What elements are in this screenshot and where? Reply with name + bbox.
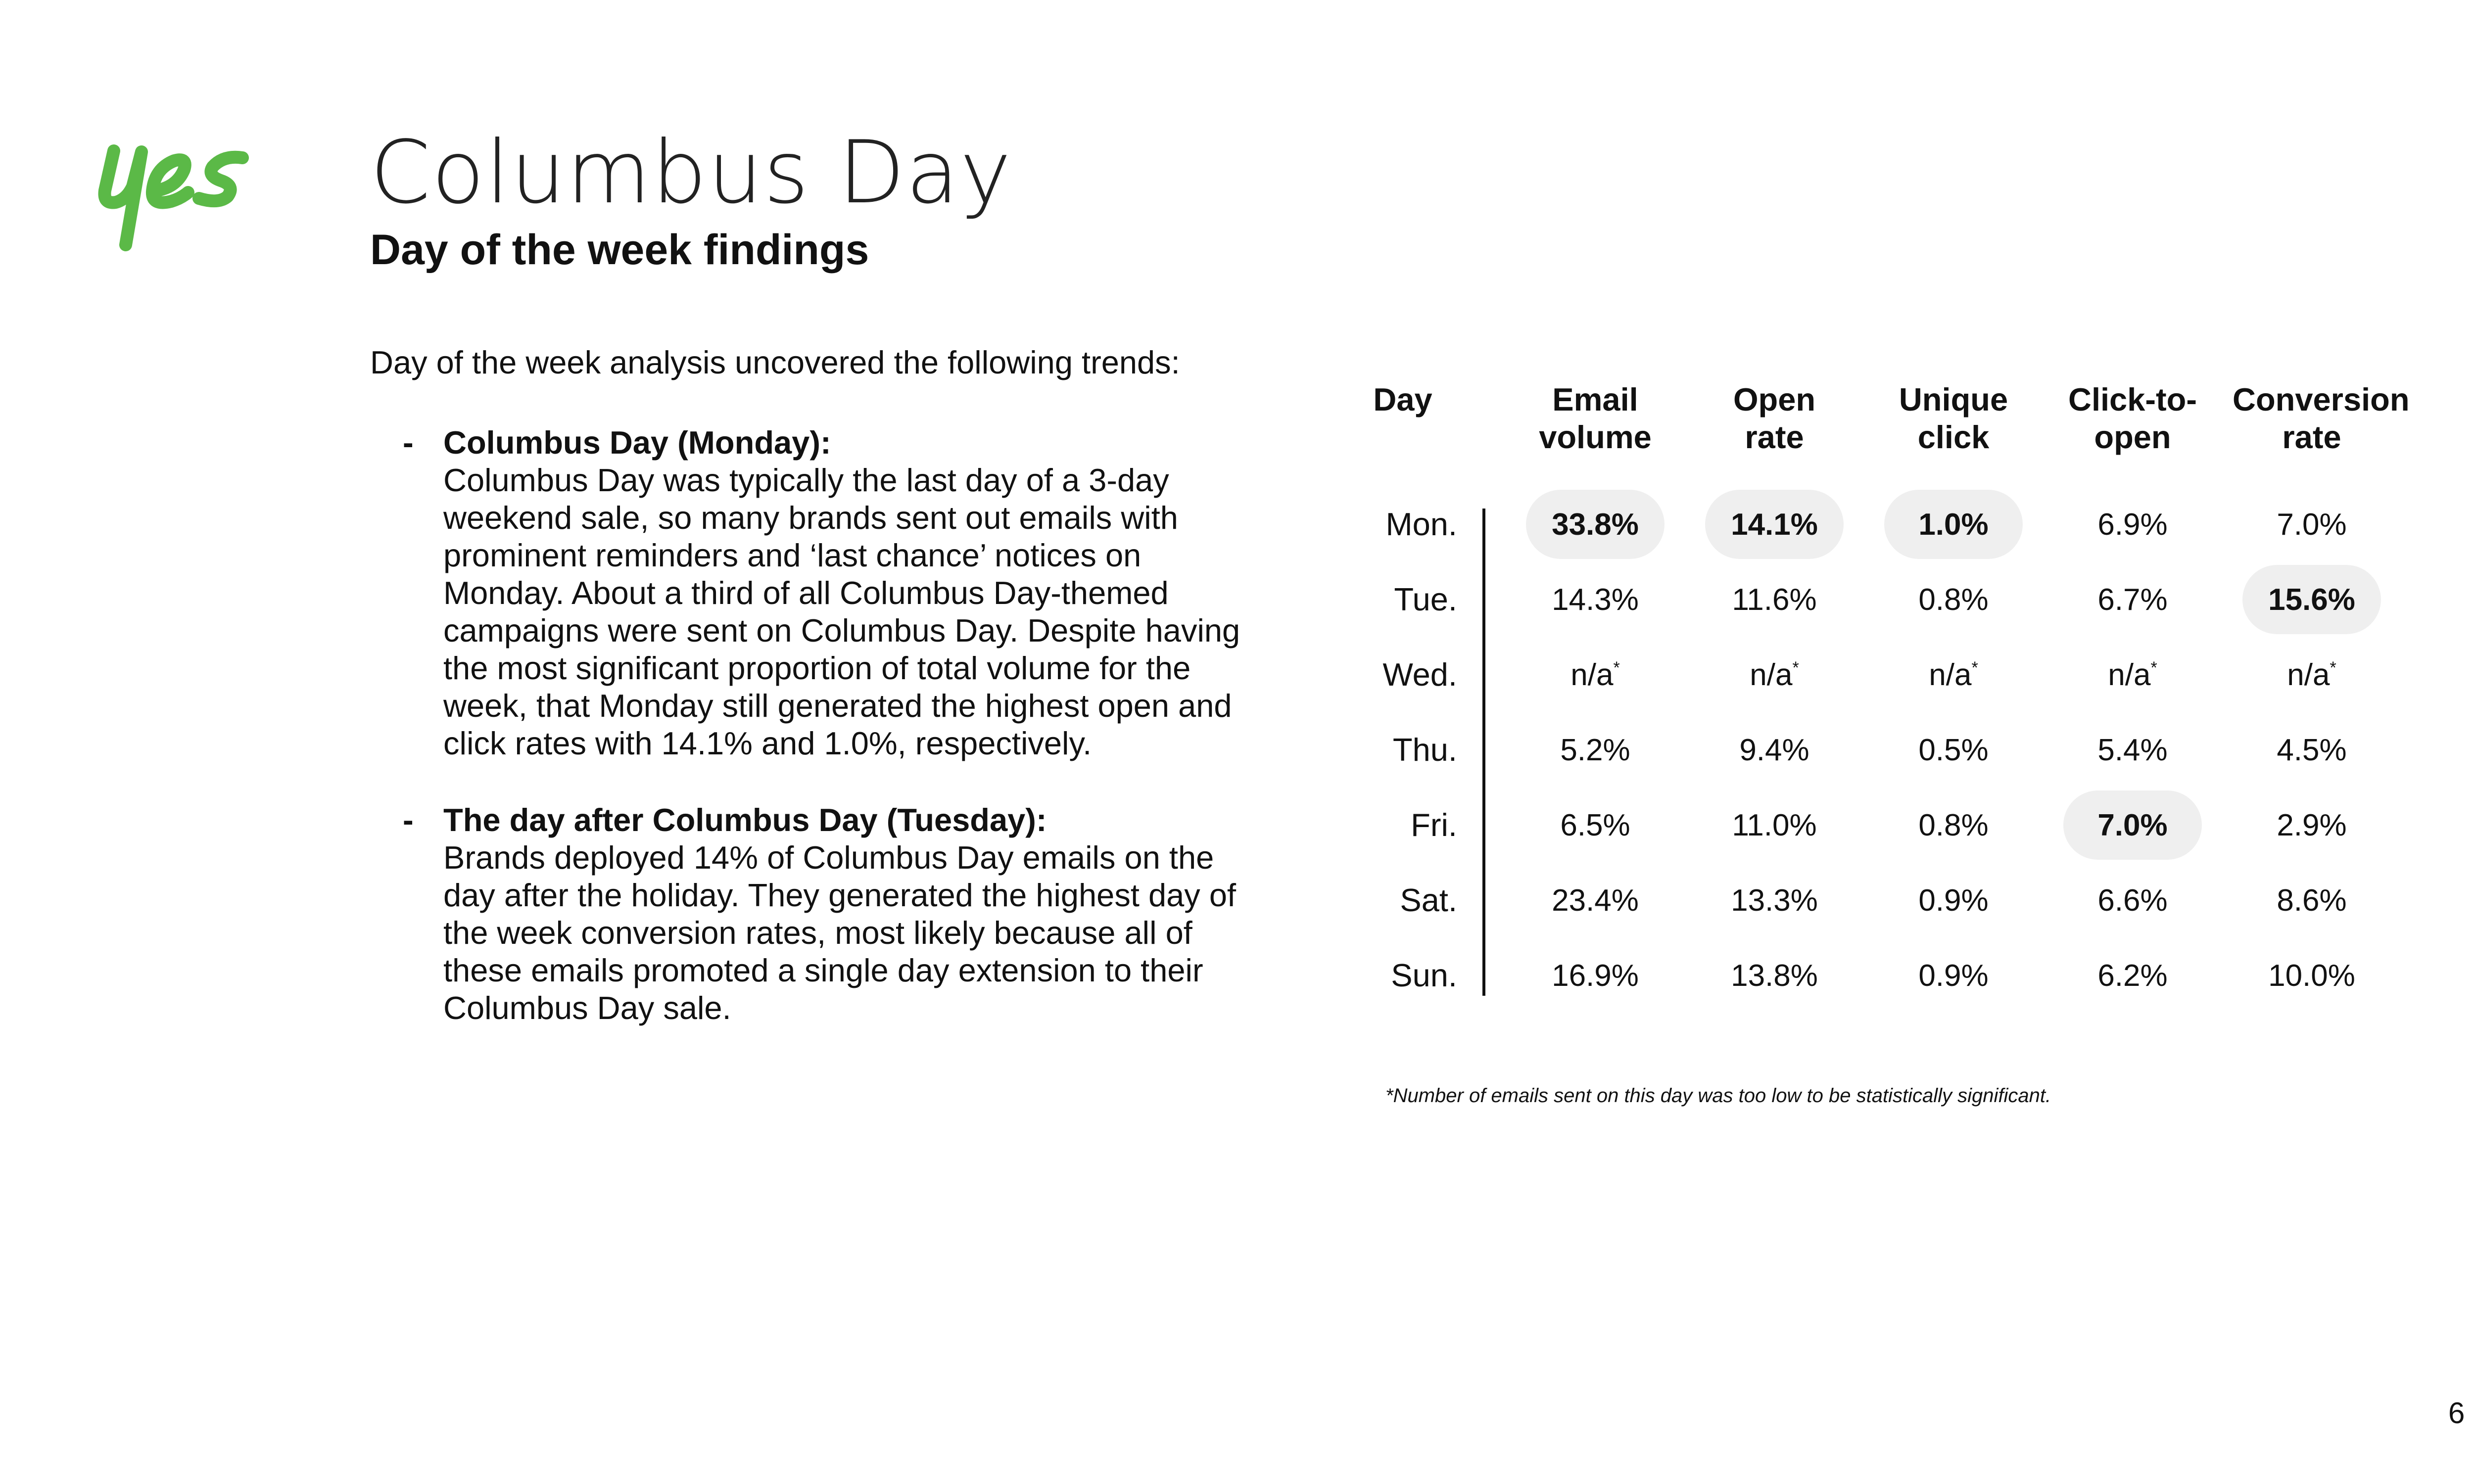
row-day-label: Tue. (1394, 581, 1457, 617)
table-cell (1526, 866, 1665, 935)
table-cell (2242, 640, 2381, 709)
cell-value: 0.9% (1918, 883, 1989, 918)
table-cell (1884, 565, 2023, 634)
cell-value: n/a (1570, 657, 1614, 692)
table-cell (2242, 490, 2381, 559)
page-subtitle: Day of the week findings (370, 226, 869, 274)
yes-logo (94, 141, 262, 255)
cell-value: 5.4% (2097, 733, 2168, 767)
cell-value: 4.5% (2277, 733, 2347, 767)
header-line: Email (1552, 381, 1638, 417)
cell-value: 9.4% (1739, 733, 1809, 767)
table-cell (1526, 565, 1665, 634)
cell-value: 6.2% (2097, 958, 2168, 993)
column-header-day (1333, 381, 1472, 418)
intro-text: Day of the week analysis uncovered the following trends: (370, 344, 1180, 380)
cell-value: 10.0% (2268, 958, 2355, 993)
finding-title: The day after Columbus Day (Tuesday): (443, 802, 1047, 838)
cell-value: 0.9% (1918, 958, 1989, 993)
footnote-marker: * (1971, 658, 1978, 677)
table-cell (1884, 490, 2023, 559)
column-header (1695, 381, 1854, 456)
bullet-dash: - (403, 802, 414, 838)
table-cell (2242, 866, 2381, 935)
cell-value: 0.5% (1918, 733, 1989, 767)
header-line: Unique (1899, 381, 2008, 417)
table-cell (1705, 490, 1844, 559)
page-number: 6 (2448, 1396, 2465, 1430)
cell-value: 7.0% (2097, 808, 2168, 842)
header-line: rate (2282, 419, 2341, 455)
table-cell (1705, 565, 1844, 634)
cell-value: 15.6% (2268, 582, 2355, 617)
table-cell (1884, 790, 2023, 860)
table-cell (1705, 790, 1844, 860)
row-day-label: Wed. (1382, 656, 1457, 693)
table-cell (1705, 866, 1844, 935)
cell-value: 33.8% (1552, 507, 1639, 542)
table-cell (1526, 715, 1665, 785)
cell-value: 14.3% (1552, 582, 1639, 617)
column-header (2053, 381, 2212, 456)
cell-value: n/a (1750, 657, 1793, 692)
page-title: Columbus Day (370, 123, 1012, 223)
row-day-label: Thu. (1392, 732, 1457, 768)
column-header (2233, 381, 2410, 456)
header-line: rate (1745, 419, 1804, 455)
finding-text: Brands deployed 14% of Columbus Day emails on the day after the holiday. They generated the highest day of the week conversion rates, most likely because all of these emails promoted a single day extension to their Columbus Day sale. (443, 839, 1237, 1026)
cell-value: 14.1% (1731, 507, 1818, 542)
bullet-dash: - (403, 424, 414, 461)
cell-value: 7.0% (2277, 507, 2347, 542)
table-cell (2063, 866, 2202, 935)
table-cell (2242, 941, 2381, 1010)
table-cell (2063, 490, 2202, 559)
row-day-label: Mon. (1385, 506, 1457, 542)
table-divider-line (1482, 509, 1485, 996)
table-cell (2063, 790, 2202, 860)
footnote-marker: * (2150, 658, 2157, 677)
cell-value: 13.8% (1731, 958, 1818, 993)
table-cell (1884, 640, 2023, 709)
row-day-label: Fri. (1411, 807, 1457, 843)
footnote-marker: * (2330, 658, 2336, 677)
table-cell (1526, 640, 1665, 709)
table-cell (1884, 715, 2023, 785)
table-cell (2242, 715, 2381, 785)
finding-text: Columbus Day was typically the last day of a 3-day weekend sale, so many brands sent out emails with prominent reminders and ‘last chance’ notices on Monday. About a third of all Columbus Day-themed campaigns were sent on Columbus Day. Despite having the most significant proportion of total volume for the week, that Monday still generated the highest open and click rates with 14.1% and 1.0%, respectively. (443, 462, 1240, 761)
cell-value: 23.4% (1552, 883, 1639, 918)
finding-item (403, 424, 1258, 762)
footnote-marker: * (1613, 658, 1620, 677)
table-cell (2063, 565, 2202, 634)
row-day-label: Sat. (1400, 882, 1457, 918)
table-cell (1705, 715, 1844, 785)
cell-value: 5.2% (1560, 733, 1630, 767)
table-footnote: *Number of emails sent on this day was too low to be statistically significant. (1385, 1085, 2051, 1107)
cell-value: 8.6% (2277, 883, 2347, 918)
table-cell (2063, 941, 2202, 1010)
cell-value: 6.9% (2097, 507, 2168, 542)
row-day-label: Sun. (1391, 957, 1457, 993)
table-cell (1705, 640, 1844, 709)
cell-value: n/a (1929, 657, 1972, 692)
cell-value: 0.8% (1918, 582, 1989, 617)
header-line: click (1917, 419, 1990, 455)
cell-value: 1.0% (1918, 507, 1989, 542)
cell-value: 11.0% (1732, 808, 1817, 842)
table-cell (1526, 490, 1665, 559)
table-cell (1526, 941, 1665, 1010)
cell-value: 6.5% (1560, 808, 1630, 842)
table-cell (1884, 866, 2023, 935)
table-cell (2242, 790, 2381, 860)
header-line: open (2094, 419, 2171, 455)
table-cell (1705, 941, 1844, 1010)
cell-value: 0.8% (1918, 808, 1989, 842)
column-header (1874, 381, 2033, 456)
cell-value: 11.6% (1732, 582, 1817, 617)
finding-item (403, 801, 1258, 1027)
table-cell (2063, 640, 2202, 709)
header-line: Day (1373, 381, 1432, 417)
cell-value: 6.6% (2097, 883, 2168, 918)
table-cell (1526, 790, 1665, 860)
cell-value: 16.9% (1552, 958, 1639, 993)
table-cell (1884, 941, 2023, 1010)
header-line: Conversion (2233, 381, 2410, 417)
header-line: Click-to- (2068, 381, 2197, 417)
cell-value: 13.3% (1731, 883, 1818, 918)
column-header (1516, 381, 1674, 456)
cell-value: 2.9% (2277, 808, 2347, 842)
cell-value: n/a (2108, 657, 2151, 692)
table-cell (2242, 565, 2381, 634)
table-cell (2063, 715, 2202, 785)
cell-value: 6.7% (2097, 582, 2168, 617)
header-line: Open (1733, 381, 1816, 417)
cell-value: n/a (2287, 657, 2330, 692)
header-line: volume (1539, 419, 1652, 455)
finding-title: Columbus Day (Monday): (443, 424, 831, 461)
footnote-marker: * (1792, 658, 1799, 677)
